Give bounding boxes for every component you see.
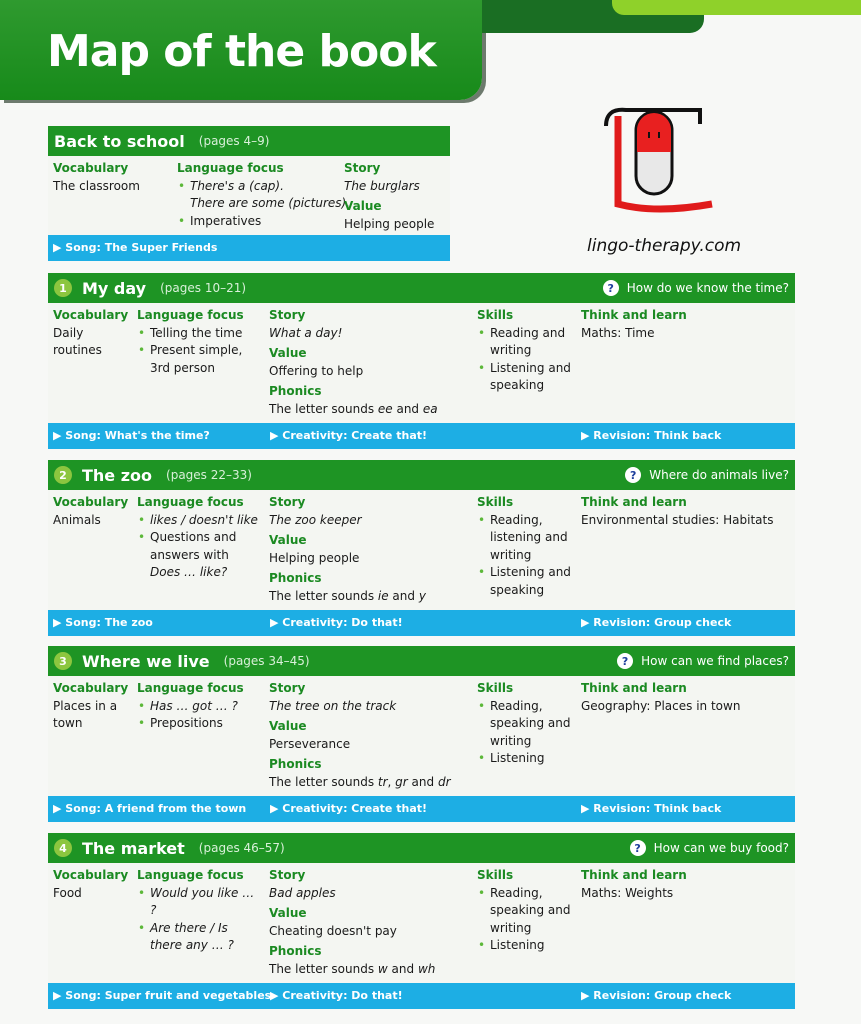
label: Story bbox=[344, 161, 381, 175]
skill-item: • Listening bbox=[477, 750, 572, 768]
text-segment: and bbox=[388, 588, 419, 603]
intro-section bbox=[48, 126, 450, 261]
song-link[interactable]: ▶ Song: A friend from the town bbox=[53, 802, 247, 815]
skill-item: • Reading, speaking and writing bbox=[477, 885, 572, 938]
text-segment: Prepositions bbox=[150, 716, 223, 730]
label: Story bbox=[269, 495, 306, 509]
label: Think and learn bbox=[581, 868, 687, 882]
song-link[interactable]: ▶ Song: Super fruit and vegetables bbox=[53, 989, 272, 1002]
text-segment: The letter sounds bbox=[269, 961, 378, 976]
language-item: There are some (pictures). bbox=[190, 196, 351, 210]
text-segment: Would you like … ? bbox=[150, 885, 255, 917]
lingo-therapy-logo bbox=[596, 104, 716, 220]
value: Offering to help bbox=[269, 363, 364, 378]
label: Vocabulary bbox=[53, 868, 129, 882]
think-and-learn: Environmental studies: Habitats bbox=[581, 512, 774, 527]
label: Vocabulary bbox=[53, 308, 129, 322]
skill-item: • Reading, speaking and writing bbox=[477, 698, 572, 751]
phonics bbox=[269, 401, 469, 419]
question-icon: ? bbox=[630, 840, 646, 856]
unit-title: My day bbox=[82, 278, 147, 298]
text-segment: Present simple, 3rd person bbox=[150, 343, 243, 375]
page-title: Map of the book bbox=[47, 26, 436, 77]
value: Helping people bbox=[269, 550, 360, 565]
phonics bbox=[269, 774, 469, 792]
unit-header bbox=[48, 460, 795, 490]
unit-footer bbox=[48, 796, 795, 822]
unit-number: 1 bbox=[54, 279, 72, 297]
question-icon: ? bbox=[603, 280, 619, 296]
text-segment: tr bbox=[377, 774, 388, 789]
text-segment: and bbox=[387, 961, 418, 976]
unit-body bbox=[48, 303, 795, 423]
text-segment: likes / doesn't like bbox=[150, 512, 258, 527]
unit-section bbox=[48, 646, 795, 822]
unit-number: 4 bbox=[54, 839, 72, 857]
unit-pages: (pages 46–57) bbox=[198, 841, 285, 855]
intro-pages: (pages 4–9) bbox=[198, 134, 270, 148]
intro-header bbox=[48, 126, 450, 156]
question-text: How can we find places? bbox=[641, 654, 789, 668]
label: Story bbox=[269, 868, 306, 882]
label: Skills bbox=[477, 308, 514, 322]
creativity-link[interactable]: ▶ Creativity: Create that! bbox=[270, 429, 428, 442]
song-link[interactable]: ▶ Song: The Super Friends bbox=[53, 241, 218, 254]
text-segment: wh bbox=[417, 961, 436, 976]
language-item: • Imperatives bbox=[177, 213, 350, 231]
value: Perseverance bbox=[269, 736, 351, 751]
think-and-learn: Geography: Places in town bbox=[581, 698, 741, 713]
label: Think and learn bbox=[581, 681, 687, 695]
question-text: How do we know the time? bbox=[626, 281, 789, 295]
language-item: • There's a (cap). bbox=[177, 178, 350, 196]
text-segment: The letter sounds bbox=[269, 588, 378, 603]
revision-link[interactable]: ▶ Revision: Think back bbox=[581, 802, 722, 815]
language-item bbox=[137, 715, 262, 733]
language-item bbox=[137, 512, 262, 530]
question-text: How can we buy food? bbox=[653, 841, 789, 855]
label: Story bbox=[269, 308, 306, 322]
question-icon: ? bbox=[625, 467, 641, 483]
label: Value bbox=[269, 906, 307, 920]
label: Value bbox=[269, 346, 307, 360]
text-segment: gr bbox=[395, 774, 408, 789]
label: Language focus bbox=[137, 495, 244, 509]
creativity-link[interactable]: ▶ Creativity: Do that! bbox=[270, 616, 403, 629]
unit-section bbox=[48, 833, 795, 1009]
skill-item: • Listening bbox=[477, 937, 572, 955]
text-segment: Are there / Is there any … ? bbox=[150, 920, 234, 952]
language-item bbox=[137, 698, 262, 716]
text-segment: Questions and answers with bbox=[150, 530, 237, 562]
label: Think and learn bbox=[581, 495, 687, 509]
language-item bbox=[137, 342, 262, 377]
unit-title: The market bbox=[82, 838, 185, 858]
label: Value bbox=[269, 719, 307, 733]
unit-number: 3 bbox=[54, 652, 72, 670]
text-segment: w bbox=[377, 961, 388, 976]
text-segment: Has … got … ? bbox=[150, 698, 238, 713]
text-segment: The letter sounds bbox=[269, 401, 378, 416]
watermark-site: lingo-therapy.com bbox=[587, 236, 742, 256]
creativity-link[interactable]: ▶ Creativity: Do that! bbox=[270, 989, 403, 1002]
text-segment: and bbox=[407, 774, 438, 789]
label: Vocabulary bbox=[53, 495, 129, 509]
text-segment: The letter sounds bbox=[269, 774, 378, 789]
big-question bbox=[603, 280, 789, 296]
question-text: Where do animals live? bbox=[649, 468, 789, 482]
text-segment: ee bbox=[377, 401, 393, 416]
label: Language focus bbox=[137, 308, 244, 322]
big-question bbox=[617, 653, 789, 669]
label: Phonics bbox=[269, 757, 322, 771]
text-segment: and bbox=[392, 401, 423, 416]
story: The zoo keeper bbox=[269, 512, 362, 527]
text-segment: ie bbox=[377, 588, 389, 603]
revision-link[interactable]: ▶ Revision: Group check bbox=[581, 616, 732, 629]
language-item bbox=[137, 529, 262, 582]
story: Bad apples bbox=[269, 885, 336, 900]
skill-item: • Listening and speaking bbox=[477, 360, 572, 395]
think-and-learn: Maths: Weights bbox=[581, 885, 674, 900]
phonics bbox=[269, 588, 469, 606]
unit-header bbox=[48, 273, 795, 303]
vocabulary: Daily routines bbox=[53, 325, 102, 357]
unit-pages: (pages 34–45) bbox=[223, 654, 310, 668]
language-item bbox=[137, 325, 262, 343]
unit-body bbox=[48, 863, 795, 983]
vocabulary: Animals bbox=[53, 512, 101, 527]
label: Skills bbox=[477, 868, 514, 882]
label: Language focus bbox=[177, 161, 284, 175]
unit-number: 2 bbox=[54, 466, 72, 484]
value: Helping people bbox=[344, 216, 435, 231]
label: Story bbox=[269, 681, 306, 695]
label: Value bbox=[344, 199, 382, 213]
unit-pages: (pages 10–21) bbox=[160, 281, 247, 295]
unit-body bbox=[48, 490, 795, 610]
text-segment: Does … like? bbox=[150, 565, 228, 579]
language-item bbox=[137, 885, 262, 920]
unit-footer bbox=[48, 610, 795, 636]
label: Think and learn bbox=[581, 308, 687, 322]
phonics bbox=[269, 961, 469, 979]
story: The burglars bbox=[344, 178, 420, 193]
label: Value bbox=[269, 533, 307, 547]
unit-header bbox=[48, 646, 795, 676]
unit-section bbox=[48, 273, 795, 449]
text-segment: , bbox=[387, 774, 396, 789]
text-segment: y bbox=[418, 588, 426, 603]
question-icon: ? bbox=[617, 653, 633, 669]
unit-body bbox=[48, 676, 795, 796]
unit-header bbox=[48, 833, 795, 863]
unit-pages: (pages 22–33) bbox=[166, 468, 252, 482]
song-link[interactable]: ▶ Song: What's the time? bbox=[53, 429, 210, 442]
label: Vocabulary bbox=[53, 161, 129, 175]
text-segment: dr bbox=[437, 774, 451, 789]
story: What a day! bbox=[269, 325, 343, 340]
revision-link[interactable]: ▶ Revision: Think back bbox=[581, 429, 722, 442]
think-and-learn: Maths: Time bbox=[581, 325, 655, 340]
label: Phonics bbox=[269, 944, 322, 958]
vocabulary: Places in a town bbox=[53, 698, 118, 730]
story: The tree on the track bbox=[269, 698, 397, 713]
label: Vocabulary bbox=[53, 681, 129, 695]
label: Phonics bbox=[269, 571, 322, 585]
skill-item: • Reading, listening and writing bbox=[477, 512, 572, 565]
revision-link[interactable]: ▶ Revision: Group check bbox=[581, 989, 732, 1002]
big-question bbox=[625, 467, 789, 483]
decor-tab bbox=[612, 0, 861, 15]
unit-footer bbox=[48, 983, 795, 1009]
vocabulary: The classroom bbox=[53, 178, 140, 193]
label: Skills bbox=[477, 681, 514, 695]
vocabulary: Food bbox=[53, 885, 82, 900]
value: Cheating doesn't pay bbox=[269, 923, 397, 938]
label: Language focus bbox=[137, 681, 244, 695]
creativity-link[interactable]: ▶ Creativity: Create that! bbox=[270, 802, 428, 815]
label: Skills bbox=[477, 495, 514, 509]
language-item bbox=[137, 920, 262, 955]
intro-body bbox=[48, 156, 450, 235]
unit-title: Where we live bbox=[82, 651, 210, 671]
big-question bbox=[630, 840, 789, 856]
intro-footer bbox=[48, 235, 450, 261]
text-segment: ea bbox=[422, 401, 438, 416]
label: Language focus bbox=[137, 868, 244, 882]
unit-footer bbox=[48, 423, 795, 449]
title-banner bbox=[0, 0, 482, 100]
song-link[interactable]: ▶ Song: The zoo bbox=[53, 616, 153, 629]
unit-title: The zoo bbox=[82, 465, 153, 485]
skill-item: • Listening and speaking bbox=[477, 564, 572, 599]
label: Phonics bbox=[269, 384, 322, 398]
unit-section bbox=[48, 460, 795, 636]
text-segment: Telling the time bbox=[150, 325, 243, 340]
intro-title: Back to school bbox=[54, 131, 185, 151]
skill-item: • Reading and writing bbox=[477, 325, 572, 360]
